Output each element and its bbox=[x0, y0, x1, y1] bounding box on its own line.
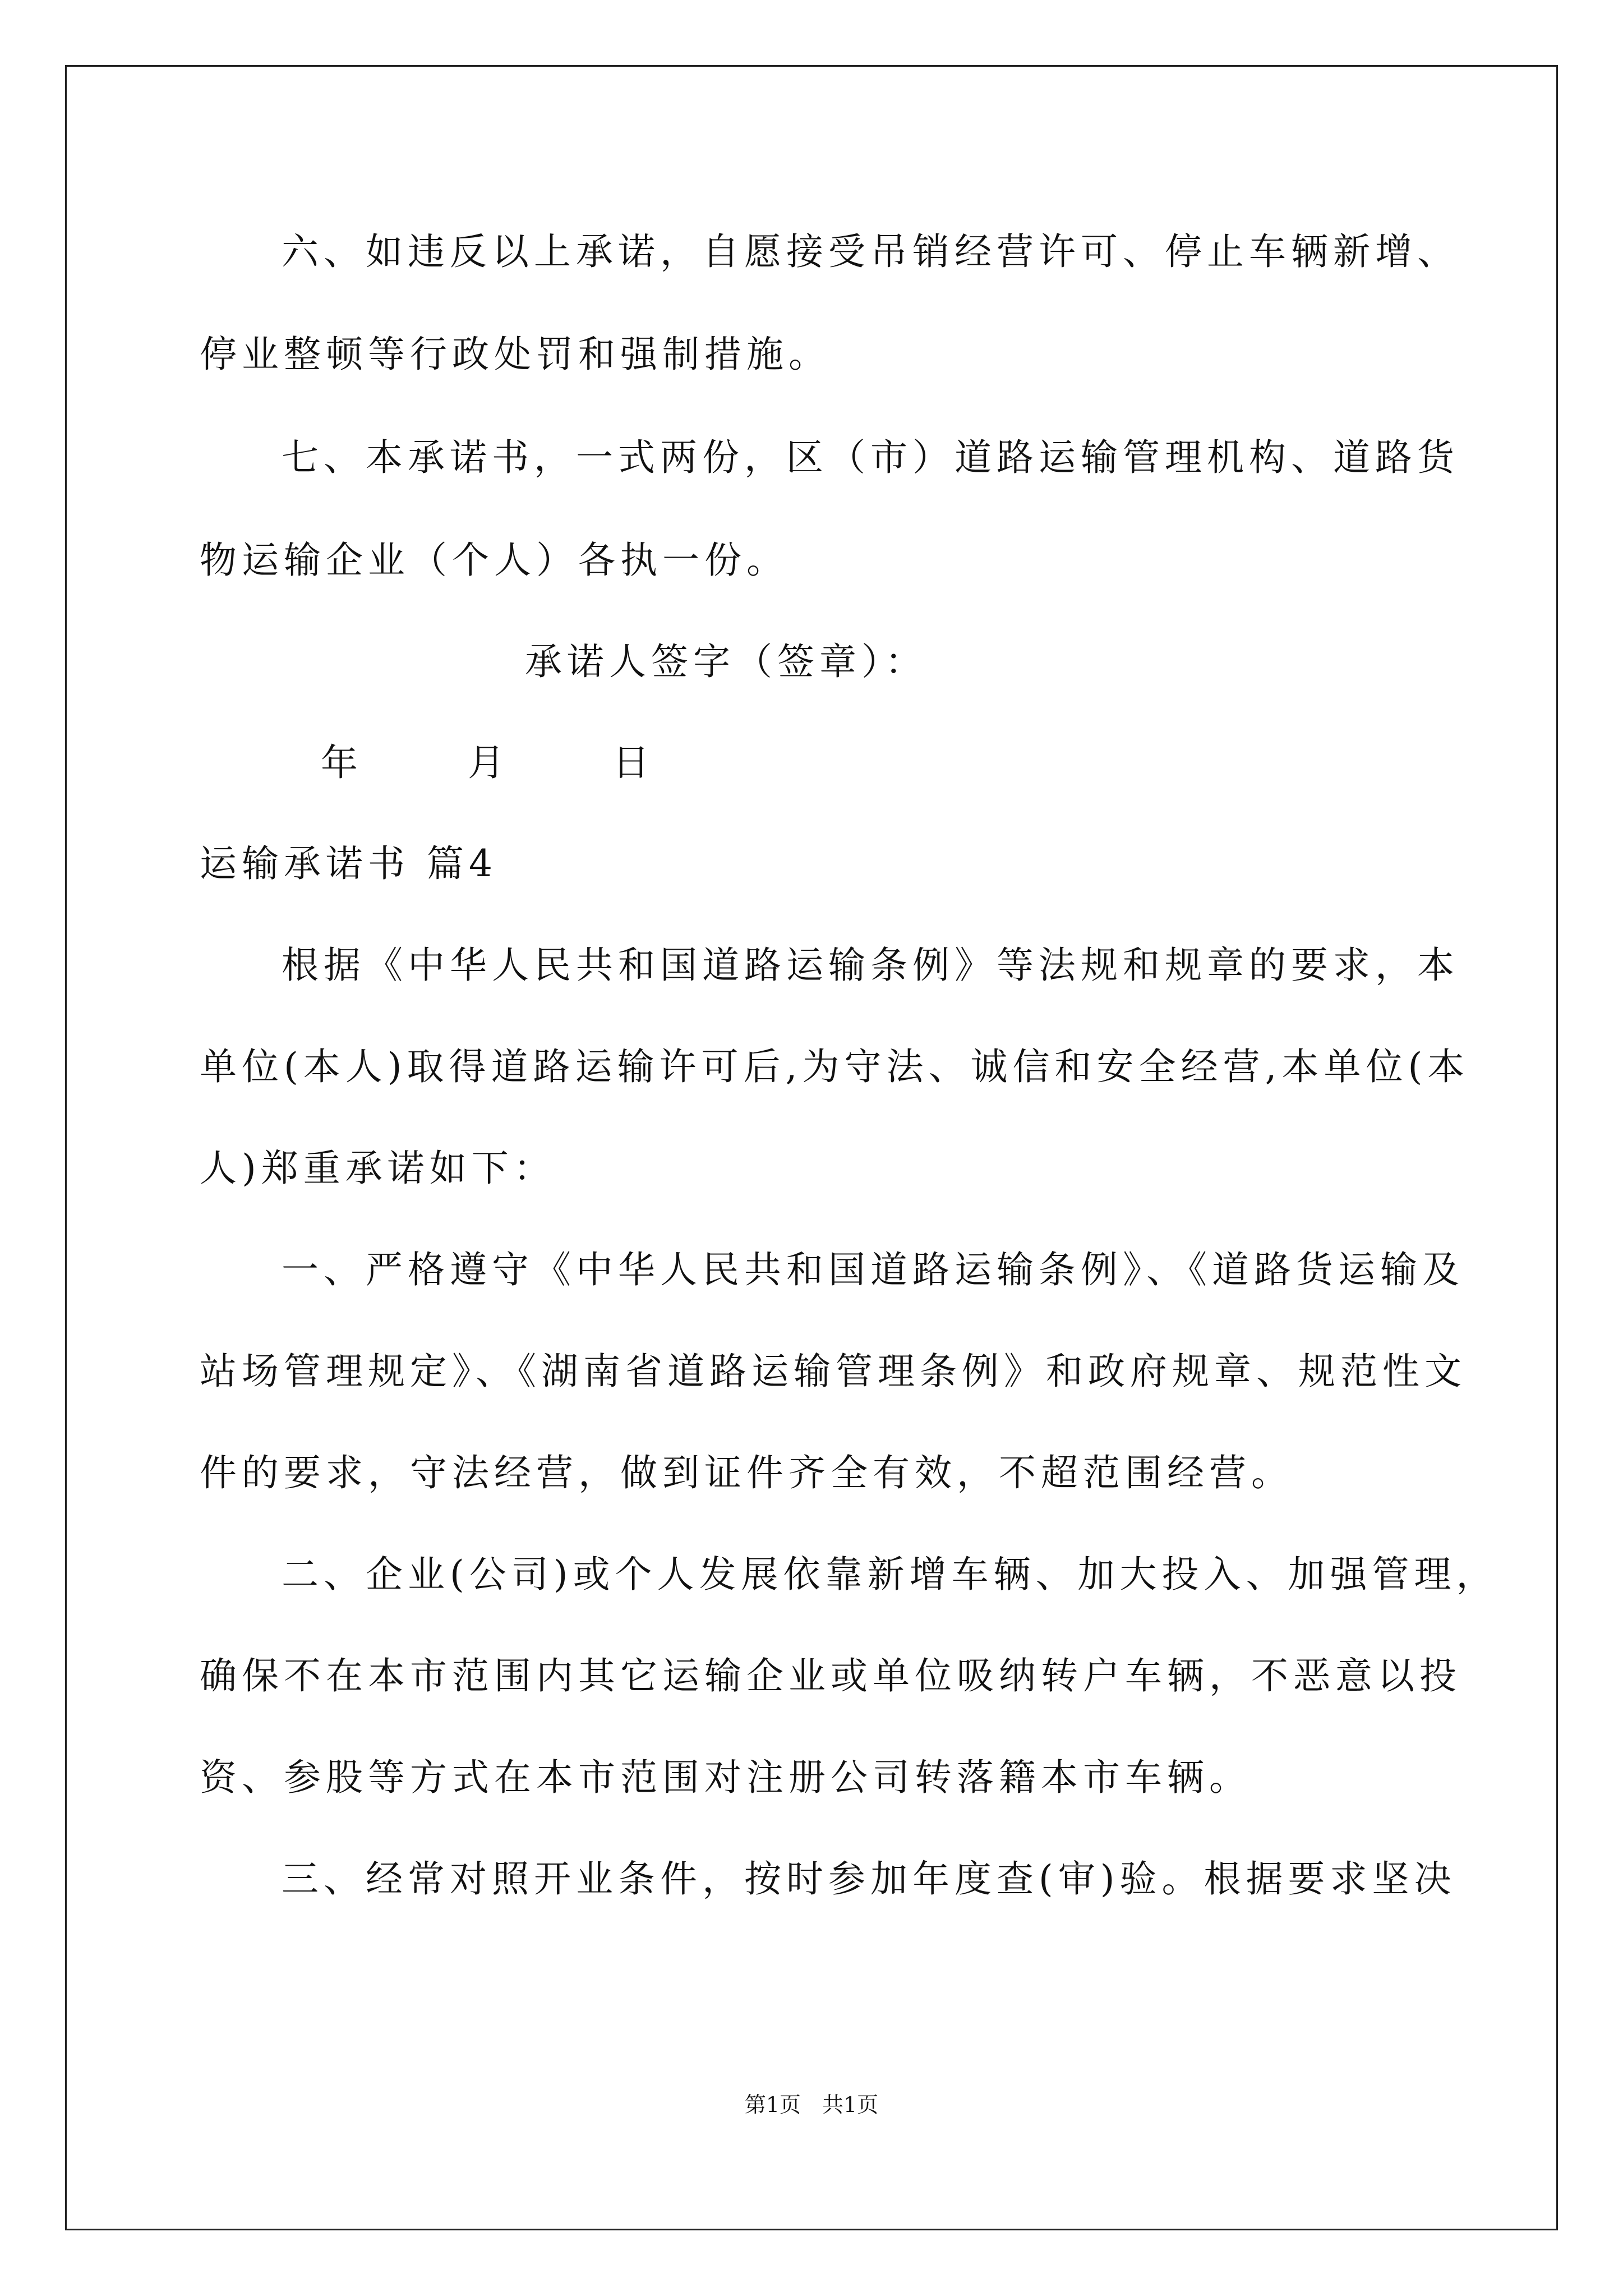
date-month-label: 月 bbox=[468, 741, 510, 784]
paragraph-seven-line-1: 七、本承诺书，一式两份，区（市）道路运输管理机构、道路货 bbox=[282, 436, 1459, 479]
item-two-line-1: 二、企业(公司)或个人发展依靠新增车辆、加大投入、加强管理， bbox=[282, 1553, 1498, 1596]
item-two-line-3: 资、参股等方式在本市范围对注册公司转落籍本市车辆。 bbox=[200, 1756, 1251, 1799]
date-day-label: 日 bbox=[612, 741, 654, 784]
paragraph-seven-line-2: 物运输企业（个人）各执一份。 bbox=[200, 539, 789, 582]
intro-line-1: 根据《中华人民共和国道路运输条例》等法规和规章的要求，本 bbox=[282, 944, 1459, 987]
paragraph-six-line-2: 停业整顿等行政处罚和强制措施。 bbox=[200, 333, 831, 376]
item-three-line-1: 三、经常对照开业条件，按时参加年度查(审)验。根据要求坚决 bbox=[282, 1857, 1456, 1901]
item-one-line-1: 一、严格遵守《中华人民共和国道路运输条例》、《道路货运输及 bbox=[282, 1248, 1464, 1291]
intro-line-2: 单位(本人)取得道路运输许可后,为守法、诚信和安全经营,本单位(本 bbox=[200, 1045, 1470, 1088]
item-one-line-2: 站场管理规定》、《湖南省道路运输管理条例》和政府规章、规范性文 bbox=[200, 1350, 1467, 1393]
date-line bbox=[321, 741, 654, 784]
page-footer: 第1页 共1页 bbox=[744, 2092, 879, 2117]
date-year-label: 年 bbox=[321, 741, 363, 784]
signature-line: 承诺人签字（签章）： bbox=[525, 640, 927, 683]
paragraph-six-line-1: 六、如违反以上承诺，自愿接受吊销经营许可、停止车辆新增、 bbox=[282, 230, 1459, 273]
section-heading: 运输承诺书 篇4 bbox=[200, 842, 497, 885]
intro-line-3: 人)郑重承诺如下： bbox=[200, 1147, 556, 1190]
item-two-line-2: 确保不在本市范围内其它运输企业或单位吸纳转户车辆，不恶意以投 bbox=[200, 1654, 1461, 1697]
item-one-line-3: 件的要求，守法经营，做到证件齐全有效，不超范围经营。 bbox=[200, 1451, 1293, 1494]
